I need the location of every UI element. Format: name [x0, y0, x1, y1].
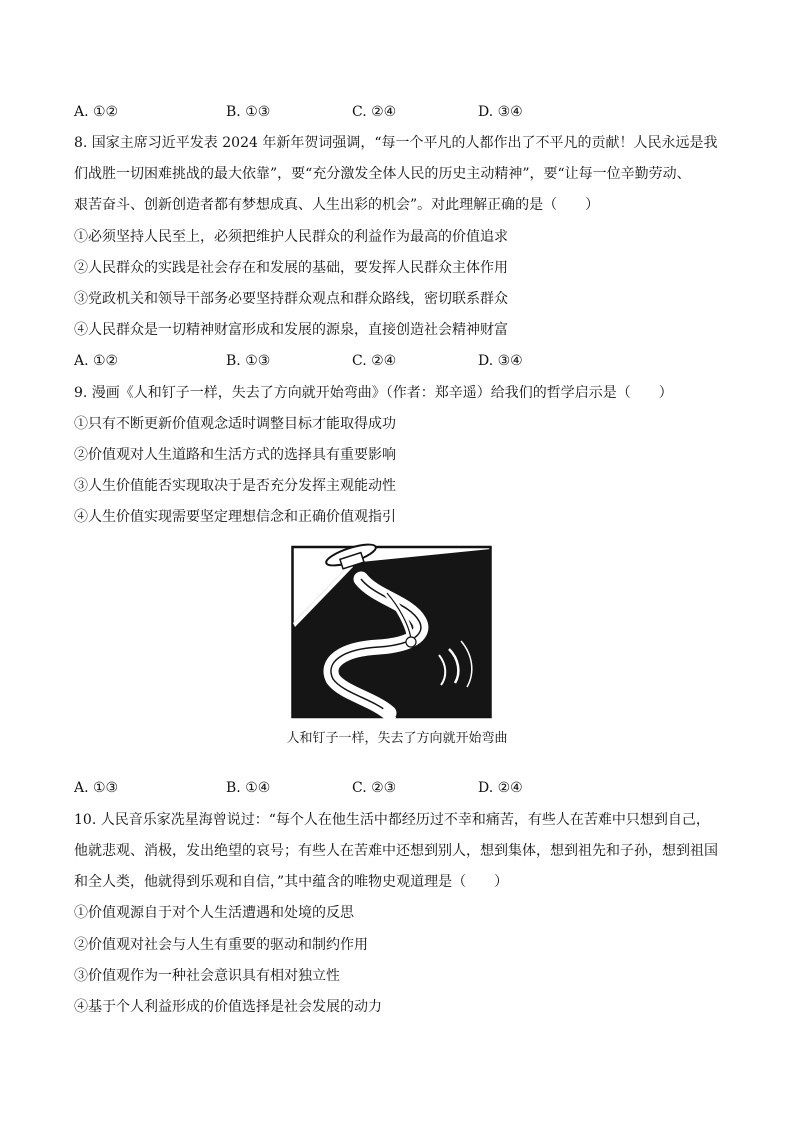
q7-option-a: A. ①②: [74, 104, 119, 120]
q10-stem-line-2: 他就悲观、消极，发出绝望的哀号；有些人在苦难中还想到别人，想到集体，想到祖先和子孙，想到祖国: [74, 843, 718, 859]
bent-nail-cartoon: [291, 541, 493, 719]
q7-option-c: C. ②④: [352, 104, 397, 120]
q8-item-1: ①必须坚持人民至上，必须把维护人民群众的利益作为最高的价值追求: [74, 229, 508, 245]
q9-item-2: ②价值观对人生道路和生活方式的选择具有重要影响: [74, 447, 396, 463]
q7-option-b: B. ①③: [226, 104, 271, 120]
q8-option-d: D. ③④: [478, 353, 523, 369]
cartoon-caption: 人和钉子一样，失去了方向就开始弯曲: [286, 731, 508, 746]
q9-item-1: ①只有不断更新价值观念适时调整目标才能取得成功: [74, 416, 396, 432]
q10-item-2: ②价值观对社会与人生有重要的驱动和制约作用: [74, 937, 368, 953]
q9-stem: 9. 漫画《人和钉子一样，失去了方向就开始弯曲》（作者：郑辛遥）给我们的哲学启示是（ ）: [74, 385, 673, 401]
q10-stem-line-1: 10. 人民音乐家冼星海曾说过：“每个人在他生活中都经历过不幸和痛苦，有些人在苦难中只想到自己，: [74, 812, 710, 828]
q8-stem-line-1: 8. 国家主席习近平发表 2024 年新年贺词强调，“每一个平凡的人都作出了不平凡的贡献！人民永远是我: [74, 135, 718, 151]
q10-item-4: ④基于个人利益形成的价值选择是社会发展的动力: [74, 999, 382, 1015]
q10-stem-line-3: 和全人类，他就得到乐观和自信，”其中蕴含的唯物史观道理是（ ）: [74, 874, 509, 890]
q9-option-a: A. ①③: [74, 780, 119, 796]
q8-item-2: ②人民群众的实践是社会存在和发展的基础，要发挥人民群众主体作用: [74, 260, 508, 276]
q9-option-d: D. ②④: [478, 780, 523, 796]
q9-option-b: B. ①④: [226, 780, 271, 796]
q8-option-a: A. ①②: [74, 353, 119, 369]
q9-item-4: ④人生价值实现需要坚定理想信念和正确价值观指引: [74, 509, 396, 525]
q8-option-c: C. ②④: [352, 353, 397, 369]
q9-option-c: C. ②③: [352, 780, 397, 796]
q10-item-3: ③价值观作为一种社会意识具有相对独立性: [74, 968, 340, 984]
q8-stem-line-3: 艰苦奋斗、创新创造者都有梦想成真、人生出彩的机会”。对此理解正确的是（ ）: [74, 197, 600, 213]
q8-option-b: B. ①③: [226, 353, 271, 369]
q9-item-3: ③人生价值能否实现取决于是否充分发挥主观能动性: [74, 478, 396, 494]
q8-item-3: ③党政机关和领导干部务必要坚持群众观点和群众路线，密切联系群众: [74, 291, 508, 307]
q8-stem-line-2: 们战胜一切困难挑战的最大依靠”，要“充分激发全体人民的历史主动精神”，要“让每一位辛勤劳动、: [74, 166, 691, 182]
q7-option-d: D. ③④: [478, 104, 523, 120]
q8-item-4: ④人民群众是一切精神财富形成和发展的源泉，直接创造社会精神财富: [74, 322, 508, 338]
q10-item-1: ①价值观源自于对个人生活遭遇和处境的反思: [74, 905, 354, 921]
